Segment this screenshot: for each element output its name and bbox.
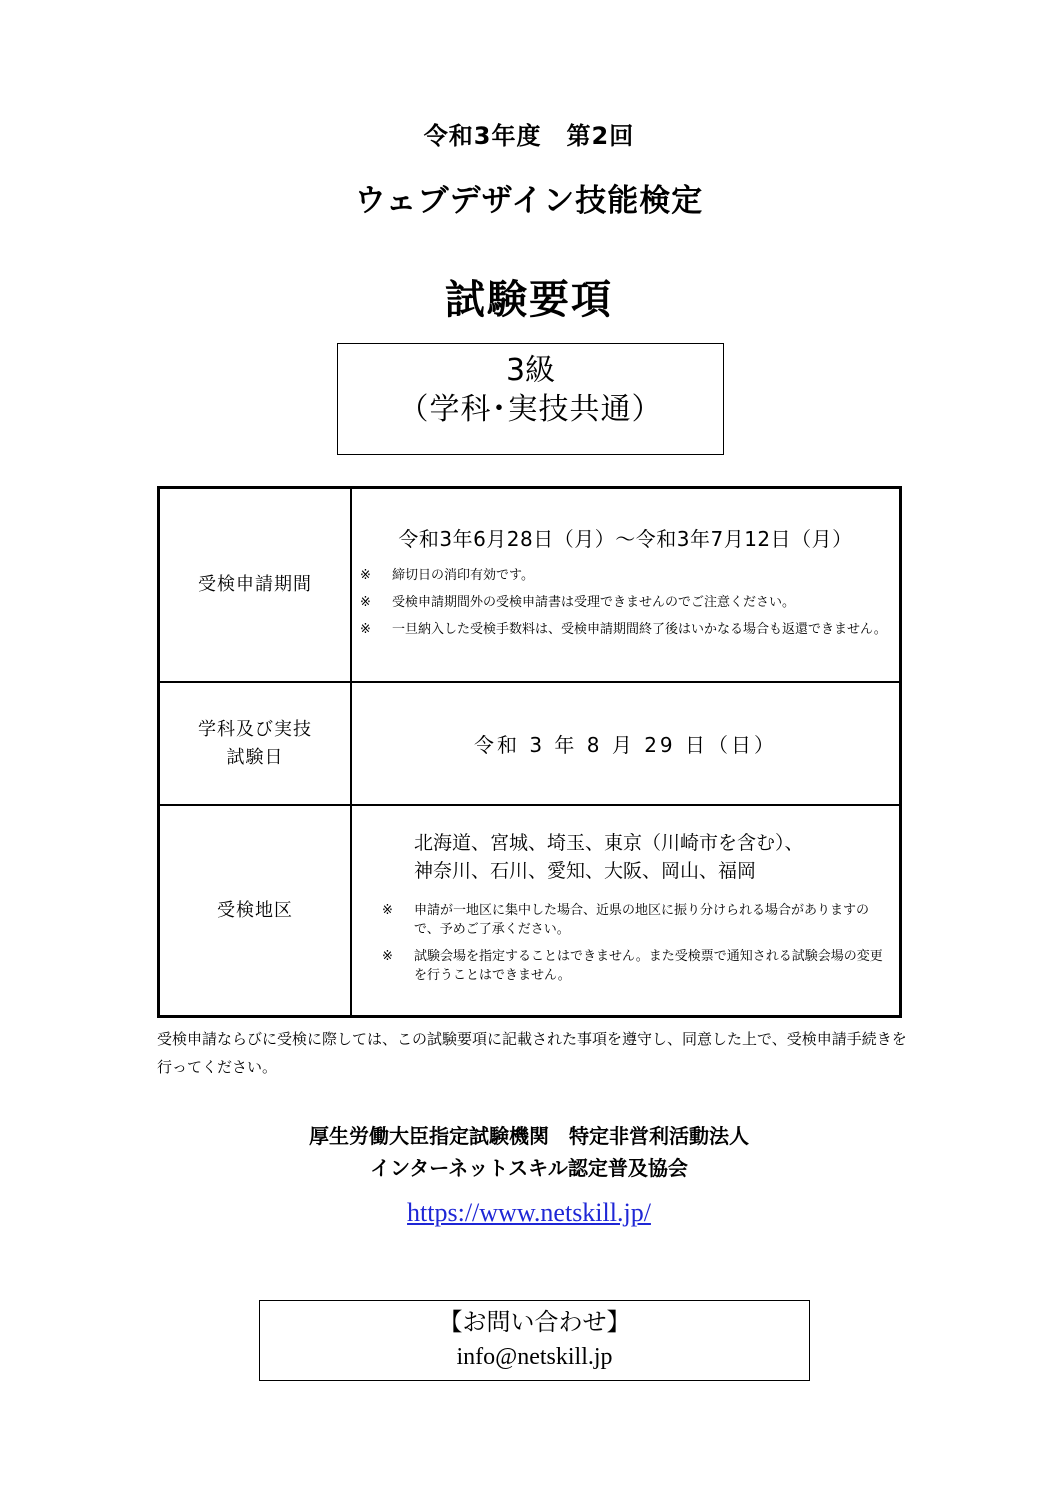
- period-note: [360, 620, 891, 639]
- table-row-areas: [159, 805, 901, 1017]
- note-mark: ※: [382, 902, 393, 918]
- areas-line2: 神奈川、石川、愛知、大阪、岡山、福岡: [414, 859, 757, 882]
- fiscal-year-heading: 令和3年度 第2回: [423, 122, 635, 150]
- table-row-period: [159, 488, 901, 683]
- grade-scope: （学科･実技共通）: [398, 392, 663, 427]
- contact-heading: 【お問い合わせ】: [438, 1310, 631, 1336]
- note-text: 締切日の消印有効です。: [392, 568, 534, 583]
- exam-date-cell: [351, 682, 901, 805]
- note-text: 一旦納入した受検手数料は、受検申請期間終了後はいかなる場合も返還できません。: [392, 622, 887, 637]
- grade-label: 3級: [505, 353, 556, 388]
- note-text: 受検申請期間外の受検申請書は受理できませんのでご注意ください。: [392, 595, 796, 610]
- page-title: 試験要項: [445, 277, 613, 323]
- website-link-container: [0, 1198, 1058, 1228]
- areas-notes: [374, 901, 891, 985]
- grade-box: [337, 343, 724, 455]
- period-note: [360, 593, 891, 612]
- organization-line1: 厚生労働大臣指定試験機関 特定非営利活動法人: [309, 1124, 749, 1148]
- exam-date-label: [159, 682, 352, 805]
- contact-box: [259, 1300, 810, 1381]
- note-mark: ※: [360, 622, 371, 637]
- period-value: 令和3年6月28日（月）～令和3年7月12日（月）: [398, 527, 853, 551]
- areas-note: [382, 901, 883, 939]
- website-link[interactable]: https://www.netskill.jp/: [407, 1198, 651, 1227]
- note-text: 申請が一地区に集中した場合、近県の地区に振り分けられる場合がありますので、予めご了承ください。: [414, 902, 870, 937]
- note-mark: ※: [382, 948, 393, 964]
- contact-email[interactable]: info@netskill.jp: [456, 1344, 613, 1370]
- areas-label: 受検地区: [159, 805, 352, 1017]
- exam-name-heading: ウェブデザイン技能検定: [354, 183, 704, 219]
- areas-cell: [351, 805, 901, 1017]
- note-mark: ※: [360, 568, 371, 583]
- exam-date-label-line1: 学科及び実技: [198, 718, 312, 740]
- agreement-text: 受検申請ならびに受検に際しては、この試験要項に記載された事項を遵守し、同意した上で、受検申請手続きを行ってください。: [157, 1030, 907, 1076]
- exam-date-value: 令和 3 年 8 月 29 日（日）: [473, 733, 778, 757]
- period-label: 受検申請期間: [159, 488, 352, 683]
- table-row-exam-date: [159, 682, 901, 805]
- note-mark: ※: [360, 595, 371, 610]
- period-note: [360, 566, 891, 585]
- note-text: 試験会場を指定することはできません。また受検票で通知される試験会場の変更を行うことはできません。: [414, 948, 883, 983]
- organization-line2: インターネットスキル認定普及協会: [370, 1156, 688, 1180]
- areas-list: [414, 829, 899, 885]
- period-cell: [351, 488, 901, 683]
- exam-info-table: [157, 486, 902, 1018]
- organization: [0, 1120, 1058, 1184]
- areas-line1: 北海道、宮城、埼玉、東京（川崎市を含む）、: [414, 831, 804, 854]
- exam-date-label-line2: 試験日: [226, 746, 284, 768]
- areas-note: [382, 947, 883, 985]
